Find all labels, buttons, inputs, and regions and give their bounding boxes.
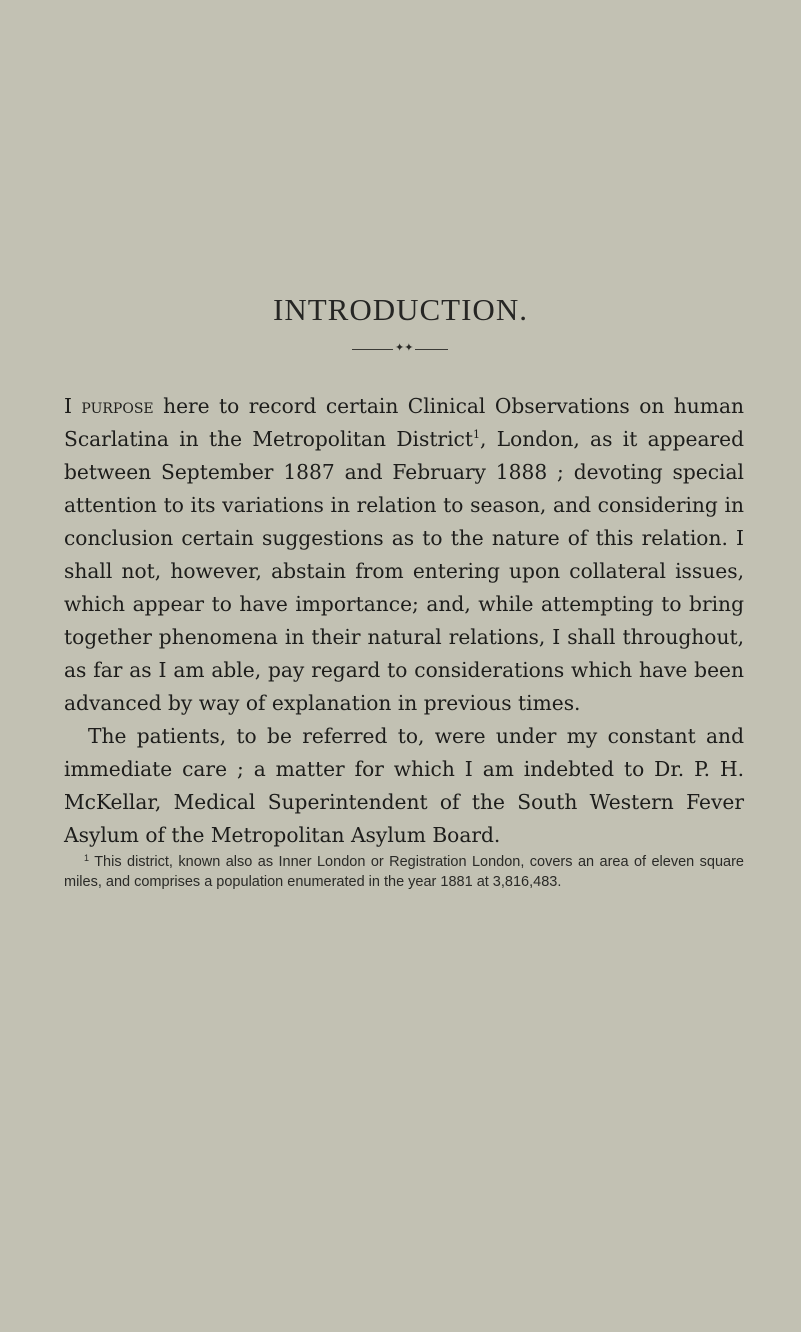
paragraph-1 <box>64 390 744 720</box>
paragraph-1-text-b: , London, as it appeared between September 1887 and February 1888 ; devoting special attention to its variations in relation to season, and considering in conclusion certain suggestions as to the nature of this relation. I shall not, however, abstain from entering upon collateral issues, which appear to have importance; and, while attempting to bring together phenomena in their natural relations, I shall throughout, as far as I am able, pay regard to considerations which have been advanced by way of explanation in previous times. <box>64 427 744 715</box>
footnote-reference: 1 <box>472 428 480 441</box>
paragraph-2: The patients, to be referred to, were under my constant and immediate care ; a matter for which I am indebted to Dr. P. H. McKellar, Medical Superintendent of the South Western Fever Asylum of the Metropolitan Asylum Board. <box>64 724 744 847</box>
body-text <box>64 390 744 852</box>
paragraph-1-text-a: here to record certain Clinical Observations on human Scarlatina in the Metropolitan District <box>64 394 744 451</box>
footnote <box>64 852 744 892</box>
footnote-text: This district, known also as Inner London or Registration London, covers an area of eleven square miles, and comprises a population enumerated in the year 1881 at 3,816,483. <box>64 854 744 890</box>
opening-words: I purpose <box>64 394 154 418</box>
diamond-ornament-icon: ✦✦ <box>395 341 414 354</box>
footnote-marker: 1 <box>84 853 90 863</box>
chapter-heading: INTRODUCTION. <box>273 292 528 327</box>
